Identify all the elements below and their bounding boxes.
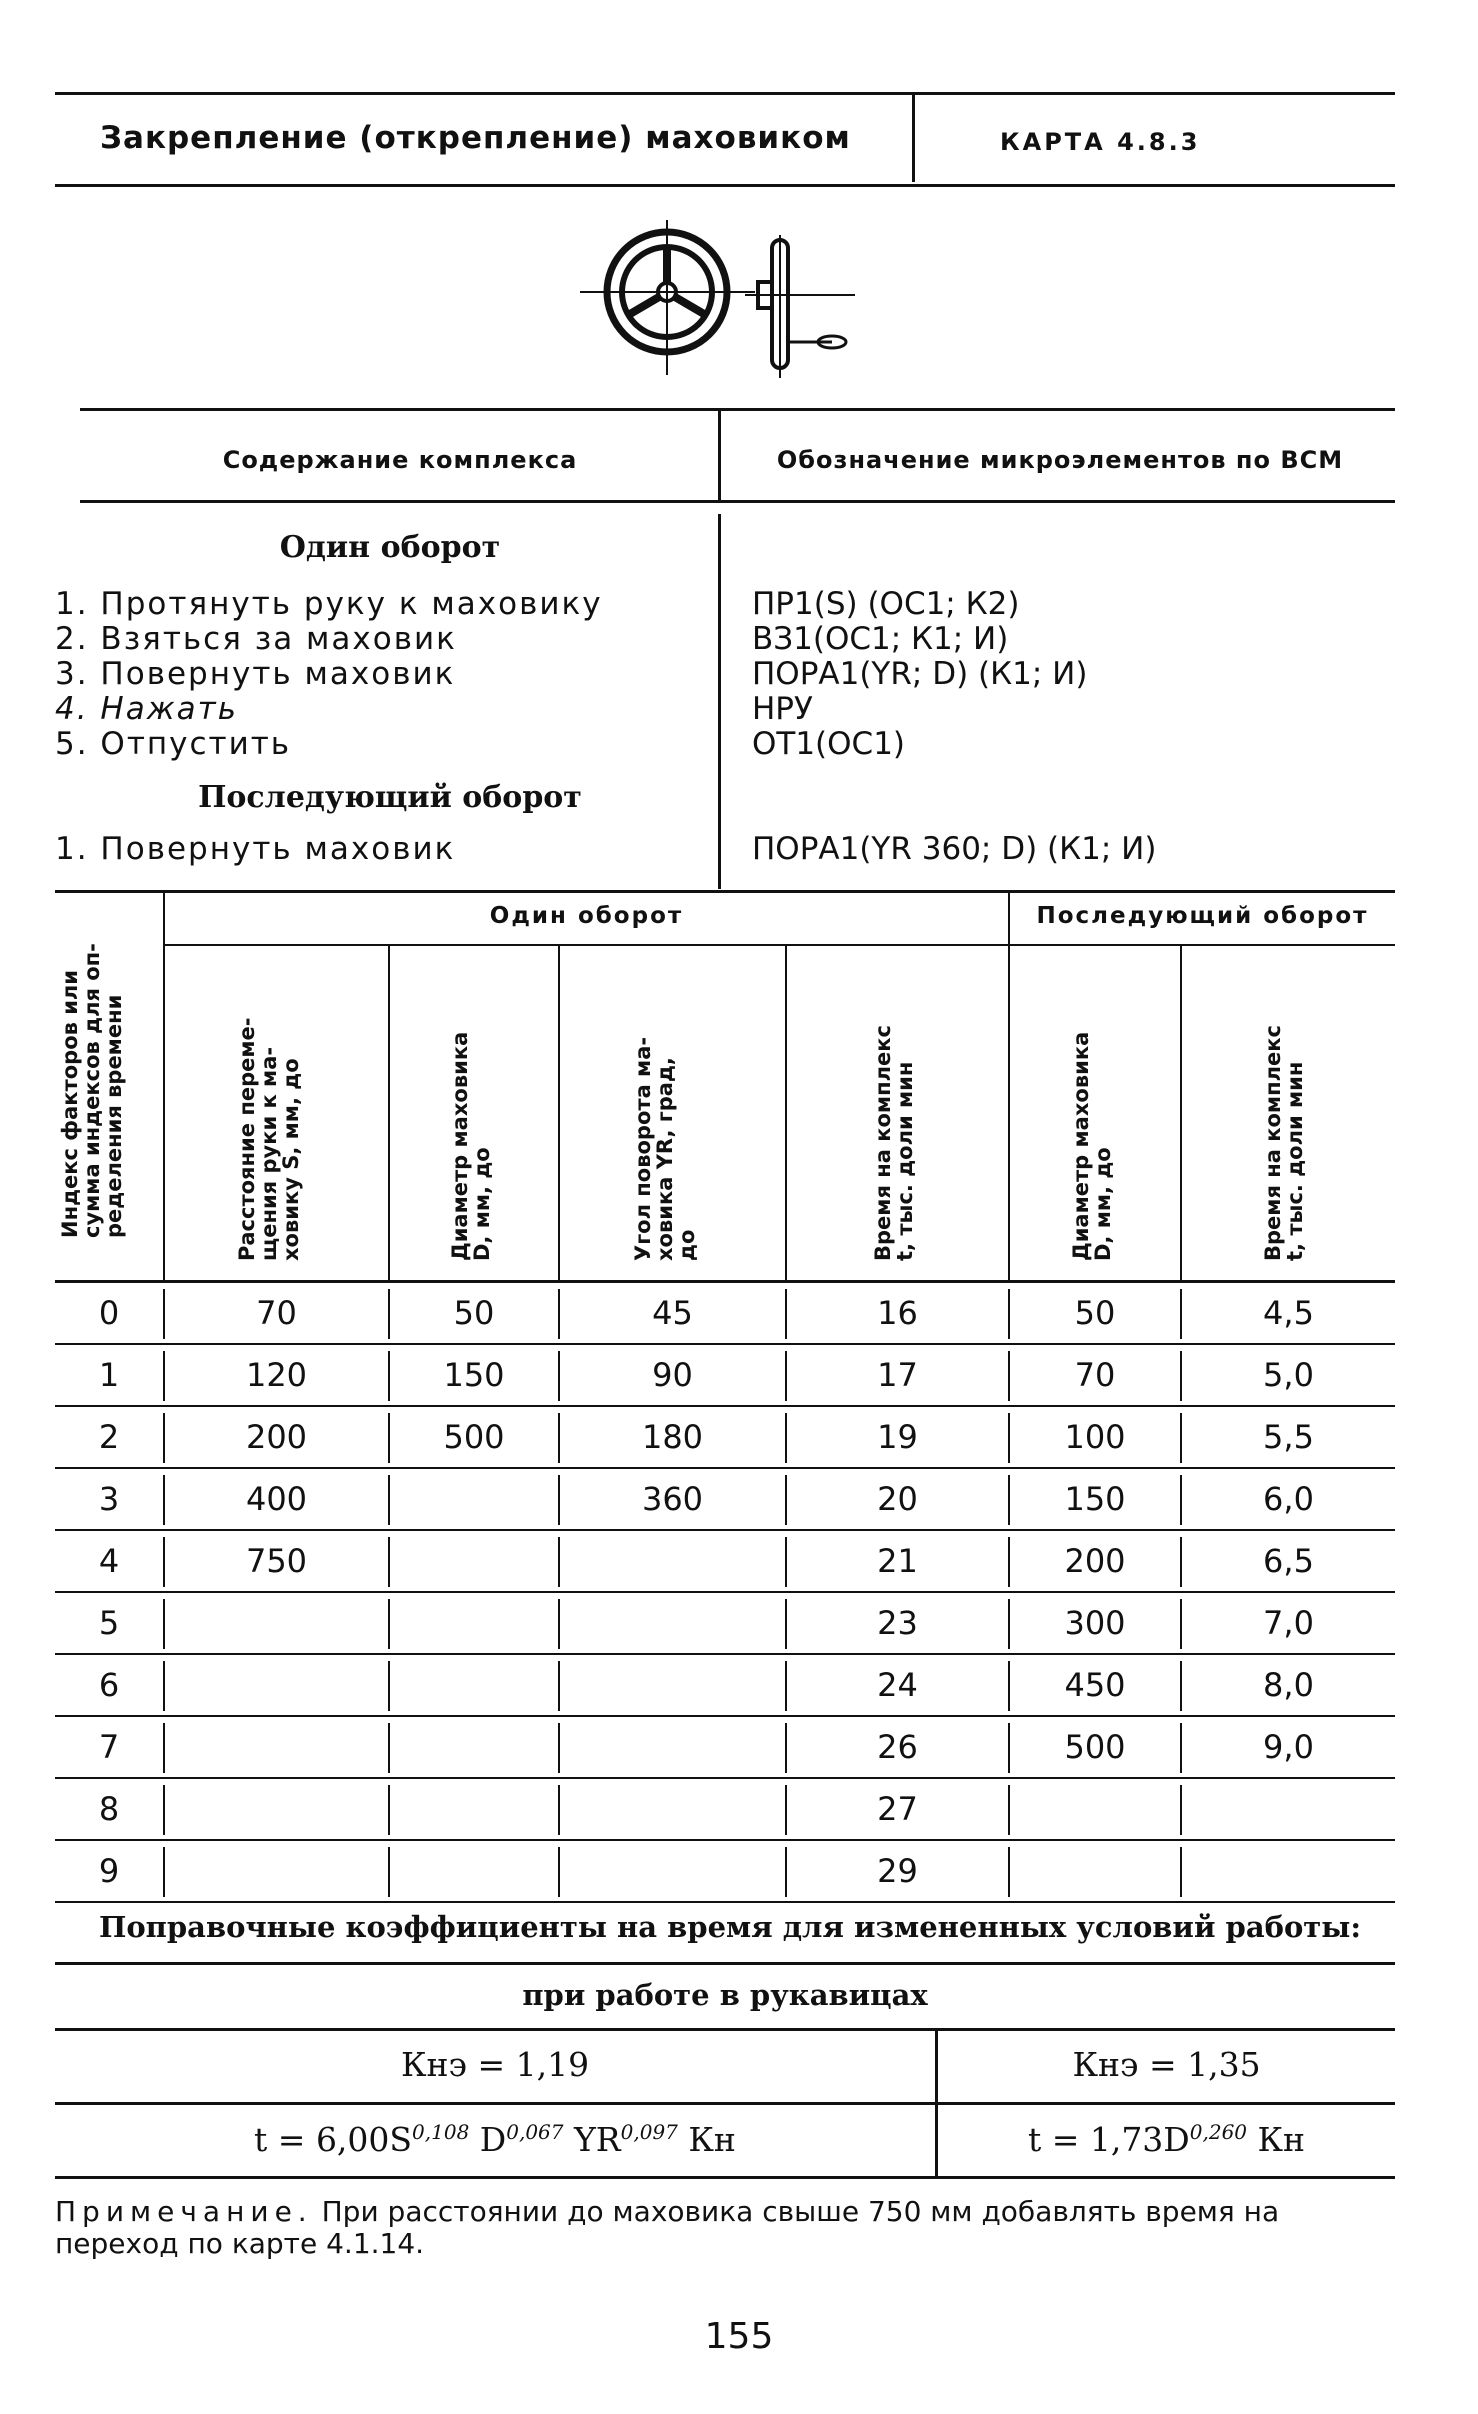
note: [55, 2196, 1395, 2260]
cell-angle: 360: [641, 1480, 704, 1518]
cell-distance: [165, 1655, 388, 1716]
formula-left: $t = 6,00S^{0,108}$ D$^{0,067}$ YR$^{0,097}$ Кн: [254, 2120, 736, 2159]
cell-next-diameter: [1010, 1779, 1180, 1840]
first-turn-title: Один оборот: [279, 530, 501, 565]
cell-diameter: 500: [443, 1418, 505, 1456]
cell-angle: 90: [652, 1356, 693, 1394]
cell-next-diameter: 200: [1064, 1542, 1126, 1580]
cell-angle: [560, 1531, 785, 1592]
cell-time: 17: [877, 1356, 918, 1394]
col-distance-header: Расстояние переме- щения руки к ма- ховику S, мм, до: [235, 1017, 303, 1261]
code-5: ОТ1(ОС1): [752, 726, 906, 762]
row-index: 7: [98, 1728, 120, 1766]
col-content-header: Содержание комплекса: [222, 446, 578, 474]
cell-distance: [165, 1779, 388, 1840]
col-codes-header: Обозначение микроэлементов по ВСМ: [776, 446, 1344, 474]
cell-diameter: [390, 1779, 558, 1840]
note-lead: Примечание.: [55, 2195, 313, 2228]
step-5: 5. Отпустить: [55, 726, 292, 762]
formula-right: $t = 1,73D^{0,260}$ Кн: [1027, 2120, 1306, 2159]
cell-next-diameter: 150: [1064, 1480, 1126, 1518]
cell-next-time: 6,5: [1263, 1542, 1314, 1580]
cell-next-time: 4,5: [1263, 1294, 1314, 1332]
cell-next-diameter: 500: [1064, 1728, 1126, 1766]
coef-title: Поправочные коэффициенты на время для измененных условий работы:: [98, 1910, 1362, 1944]
code-4: НРУ: [752, 691, 813, 727]
cell-next-time: 9,0: [1263, 1728, 1314, 1766]
cell-angle: [560, 1655, 785, 1716]
coef-k-left: Кнэ = 1,19: [400, 2045, 590, 2084]
cell-next-time: 7,0: [1263, 1604, 1314, 1642]
cell-next-time: [1182, 1779, 1395, 1840]
col-angle-header: Угол поворота ма- ховика YR, град, до: [631, 1036, 699, 1261]
next-turn-title: Последующий оборот: [198, 780, 582, 815]
cell-angle: 45: [652, 1294, 693, 1332]
cell-time: 21: [877, 1542, 918, 1580]
cell-distance: [165, 1717, 388, 1778]
cell-time: 29: [877, 1852, 918, 1890]
cell-next-time: 6,0: [1263, 1480, 1314, 1518]
cell-next-time: 5,0: [1263, 1356, 1314, 1394]
cell-distance: 400: [245, 1480, 308, 1518]
cell-angle: 180: [641, 1418, 704, 1456]
page-number: 155: [704, 2316, 774, 2357]
cell-angle: [560, 1593, 785, 1654]
cell-time: 24: [877, 1666, 918, 1704]
cell-time: 16: [877, 1294, 918, 1332]
cell-next-diameter: [1010, 1841, 1180, 1902]
cell-distance: [165, 1841, 388, 1902]
cell-diameter: [390, 1531, 558, 1592]
row-index: 0: [98, 1294, 120, 1332]
group-next-turn: Последующий оборот: [1036, 903, 1369, 929]
cell-diameter: [390, 1841, 558, 1902]
row-index: 4: [98, 1542, 120, 1580]
code-3: ПОРА1(YR; D) (К1; И): [752, 656, 1088, 692]
code-1: ПР1(S) (ОС1; К2): [752, 586, 1020, 622]
cell-next-time: [1182, 1841, 1395, 1902]
coef-condition: при работе в рукавицах: [522, 1978, 928, 2012]
cell-next-diameter: 300: [1064, 1604, 1126, 1642]
cell-next-diameter: 100: [1064, 1418, 1126, 1456]
cell-time: 27: [877, 1790, 918, 1828]
cell-diameter: [390, 1469, 558, 1530]
cell-distance: 120: [245, 1356, 308, 1394]
col-time-header: Время на комплекс t, тыс. доли мин: [871, 1025, 917, 1261]
cell-distance: 750: [245, 1542, 308, 1580]
group-one-turn: Один оборот: [489, 903, 684, 929]
cell-angle: [560, 1717, 785, 1778]
row-index: 5: [98, 1604, 120, 1642]
next-code-1: ПОРА1(YR 360; D) (К1; И): [752, 831, 1157, 867]
note-text: При расстоянии до маховика свыше 750 мм добавлять время на переход по карте 4.1.14.: [55, 2195, 1280, 2260]
cell-distance: 70: [256, 1294, 297, 1332]
cell-next-time: 8,0: [1263, 1666, 1314, 1704]
cell-next-diameter: 70: [1074, 1356, 1116, 1394]
code-2: ВЗ1(ОС1; К1; И): [752, 621, 1009, 657]
cell-diameter: [390, 1655, 558, 1716]
cell-diameter: [390, 1593, 558, 1654]
cell-diameter: [390, 1717, 558, 1778]
step-2: 2. Взяться за маховик: [55, 621, 457, 657]
cell-time: 23: [877, 1604, 918, 1642]
col-diameter-header: Диаметр маховика D, мм, до: [448, 1031, 494, 1261]
index-header: Индекс факторов или сумма индексов для оп- ределения времени: [58, 943, 126, 1238]
cell-next-diameter: 450: [1064, 1666, 1126, 1704]
step-4: 4. Нажать: [55, 691, 238, 727]
handwheel-icon: [570, 220, 860, 380]
row-index: 3: [98, 1480, 120, 1518]
row-index: 1: [98, 1356, 120, 1394]
cell-distance: 200: [245, 1418, 308, 1456]
cell-angle: [560, 1841, 785, 1902]
cell-time: 19: [877, 1418, 918, 1456]
cell-time: 20: [877, 1480, 918, 1518]
row-index: 2: [98, 1418, 120, 1456]
cell-time: 26: [877, 1728, 918, 1766]
step-3: 3. Повернуть маховик: [55, 656, 456, 692]
step-1: 1. Протянуть руку к маховику: [55, 586, 603, 622]
cell-distance: [165, 1593, 388, 1654]
card-title: Закрепление (открепление) маховиком: [100, 120, 851, 156]
row-index: 9: [98, 1852, 120, 1890]
coef-k-right: Кнэ = 1,35: [1072, 2045, 1261, 2084]
cell-angle: [560, 1779, 785, 1840]
cell-diameter: 150: [443, 1356, 505, 1394]
cell-diameter: 50: [453, 1294, 495, 1332]
cell-next-diameter: 50: [1074, 1294, 1116, 1332]
next-step-1: 1. Повернуть маховик: [55, 831, 456, 867]
row-index: 8: [98, 1790, 120, 1828]
col-next-diameter-header: Диаметр маховика D, мм, до: [1069, 1031, 1115, 1261]
row-index: 6: [98, 1666, 120, 1704]
card-number: КАРТА 4.8.3: [1000, 128, 1201, 156]
col-next-time-header: Время на комплекс t, тыс. доли мин: [1261, 1025, 1307, 1261]
cell-next-time: 5,5: [1263, 1418, 1314, 1456]
